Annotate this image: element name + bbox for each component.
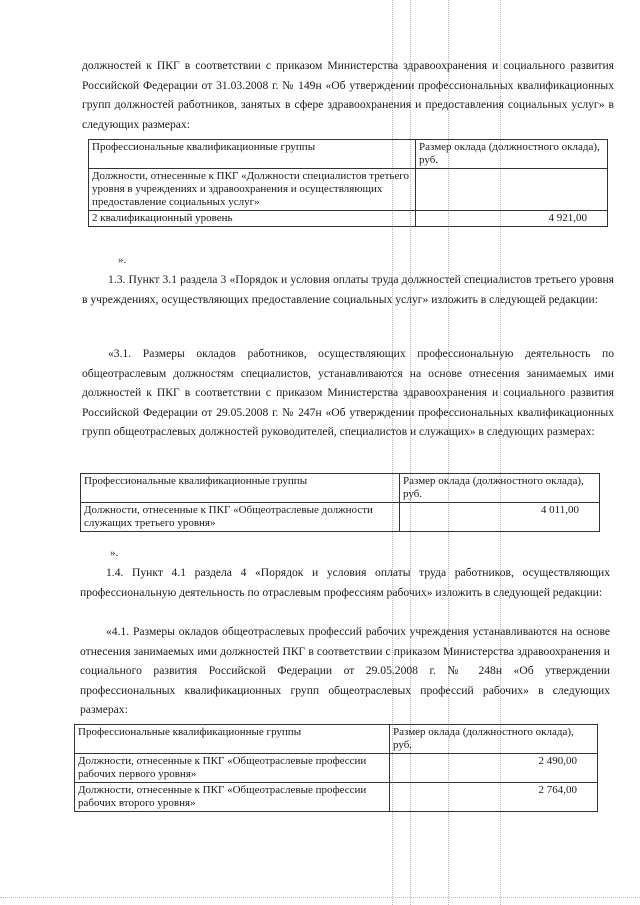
salary-table-2 [80,473,600,532]
salary-table-1 [88,139,608,227]
closing-quote: ». [118,254,127,266]
table-cell-value: 2 764,00 [390,783,598,812]
table-cell-value: 2 490,00 [390,754,598,783]
table-header: Профессиональные квалификационные группы [75,725,390,754]
table-cell: Должности, отнесенные к ПКГ «Общеотраслевые профессии рабочих второго уровня» [75,783,390,812]
intro-paragraph: должностей к ПКГ в соответствии с приказом Министерства здравоохранения и социального развития Российской Федерации от 31.03.2008 г. № 149н «Об утверждении профессиональных квалификационных групп должностей работников, занятых в сфере здравоохранения и предоставления социальных услуг» в следующих размерах: [82,59,614,131]
closing-quote: ». [110,547,119,559]
salary-table-3 [74,724,598,812]
table-header: Профессиональные квалификационные группы [81,474,400,503]
table-header: Размер оклада (должностного оклада), руб. [400,474,600,503]
paragraph-4-1: «4.1. Размеры окладов общеотраслевых профессий рабочих учреждения устанавливаются на основе отнесения занимаемых ими должностей ПКГ в соответствии с приказом Министерства здравоохранения и социального развития Российской Федерации от 29.05.2008 г. № 248н «Об утверждении профессиональных квалификационных групп общеотраслевых профессий рабочих» в следующих размерах: [80,625,610,716]
scan-line [0,897,640,898]
table-header: Размер оклада (должностного оклада), руб. [416,140,608,169]
paragraph-1-3: 1.3. Пункт 3.1 раздела 3 «Порядок и условия оплаты труда должностей специалистов третьего уровня в учреждениях, осуществляющих предоставление социальных услуг» изложить в следующей редакции: [82,273,614,306]
paragraph-1-4: 1.4. Пункт 4.1 раздела 4 «Порядок и условия оплаты труда работников, осуществляющих профессиональную деятельность по отраслевым профессиям рабочих» изложить в следующей редакции: [80,566,610,599]
paragraph-3-1: «3.1. Размеры окладов работников, осуществляющих профессиональную деятельность по общеотраслевым должностям специалистов, устанавливаются на основе отнесения занимаемых ими должностей к ПКГ в соответствии с приказом Министерства здравоохранения и социального развития Российской Федерации от 29.05.2008 г. № 247н «Об утверждении профессиональных квалификационных групп общеотраслевых должностей руководителей, специалистов и служащих» в следующих размерах: [82,347,614,438]
table-cell: 2 квалификационный уровень [89,211,416,227]
table-cell-value: 4 921,00 [416,211,608,227]
table-cell: Должности, отнесенные к ПКГ «Должности специалистов третьего уровня в учреждениях и здравоохранения и осуществляющих предоставление социальных услуг» [89,169,416,211]
table-cell-value: 4 011,00 [400,503,600,532]
table-header: Профессиональные квалификационные группы [89,140,416,169]
table-header: Размер оклада (должностного оклада), руб. [390,725,598,754]
table-cell: Должности, отнесенные к ПКГ «Общеотраслевые профессии рабочих первого уровня» [75,754,390,783]
table-cell: Должности, отнесенные к ПКГ «Общеотраслевые должности служащих третьего уровня» [81,503,400,532]
